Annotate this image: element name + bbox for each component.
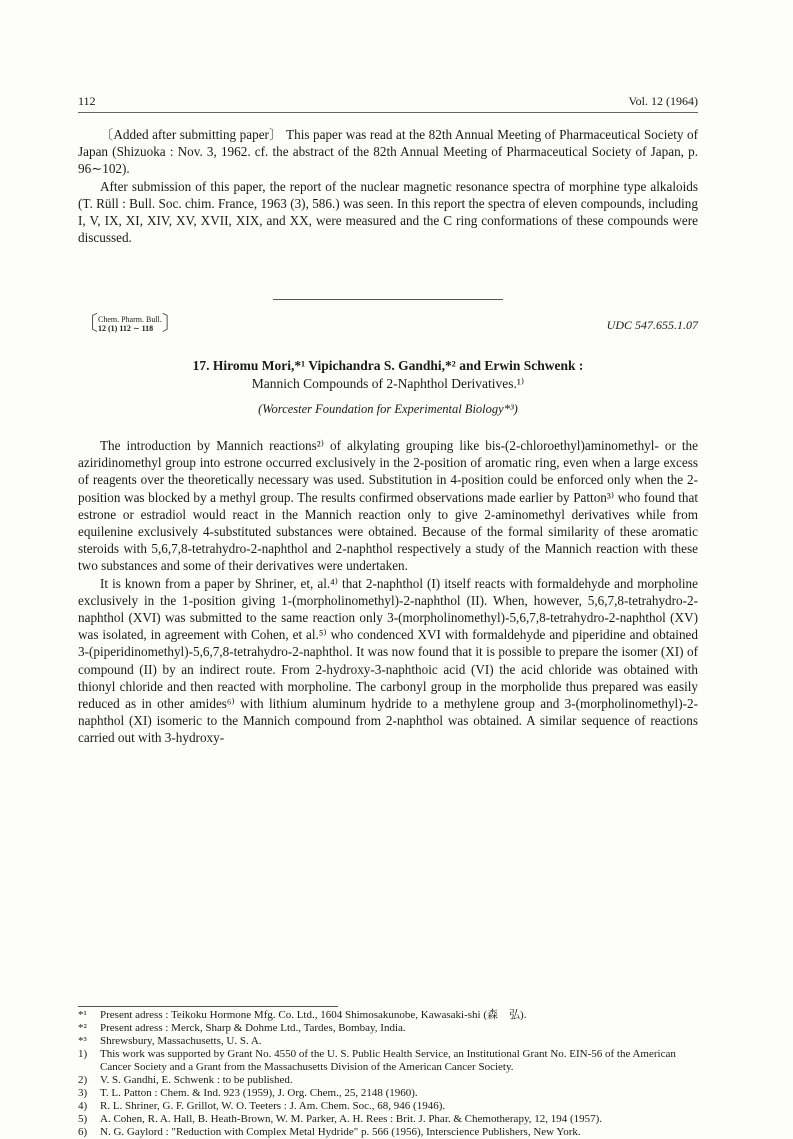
page-number: 112: [78, 94, 96, 108]
footnote-text: Present adress : Teikoku Hormone Mfg. Co. Ltd., 1604 Shimosakunobe, Kawasaki-shi (森 弘).: [100, 1009, 527, 1021]
journal-reference: 〔Chem. Pharm. Bull. 12 (1) 112 ∼ 118 〕: [78, 313, 182, 335]
article-body: [78, 437, 698, 747]
footnote-text: This work was supported by Grant No. 4550 of the U. S. Public Health Service, an Institutional Grant No. EIN-56 of the American Cancer Society and a Grant from the Massachusetts Division of the American Cancer Society.: [100, 1048, 676, 1073]
footnote-mark: *³: [78, 1035, 87, 1047]
article-number: 17.: [192, 358, 210, 373]
footnotes: [78, 1009, 698, 1139]
footnote: [78, 1113, 698, 1126]
footnote: [78, 1126, 698, 1139]
footnote-mark: 2): [78, 1074, 88, 1086]
footnote-mark: 5): [78, 1113, 88, 1125]
footnote-mark: *²: [78, 1022, 87, 1034]
footnote: [78, 1009, 698, 1022]
addendum-paragraph-1: 〔Added after submitting paper〕 This paper was read at the 82th Annual Meeting of Pharmaceutical Society of Japan (Shizuoka : Nov. 3, 1962. cf. the abstract of the 82th Annual Meeting of Pharmaceutical Society of Japan, p. 96∼102).: [78, 127, 698, 177]
body-paragraph-2: It is known from a paper by Shriner, et, al.⁴⁾ that 2-naphthol (I) itself reacts with formaldehyde and morpholine exclusively in the 1-position giving 1-(morpholinomethyl)-2-naphthol (II). When, however, 5,6,7,8-tetrahydro-2-naphthol (XVI) was submitted to the same reaction only 3-(morpholinomethyl)-5,6,7,8-tetrahydro-2-naphthol (XV) was isolated, in agreement with Cohen, et al.⁵⁾ who condenced XVI with formaldehyde and piperidine and obtained 3-(piperidinomethyl)-5,6,7,8-tetrahydro-2-naphthol. It was now found that it is possible to prepare the isomer (XI) of compound (II) by an indirect route. From 2-hydroxy-3-naphthoic acid (VI) the acid chloride was obtained with thionyl chloride and then reacted with morpholine. The carbonyl group in the morpholide thus prepared was easily reduced as in other amides⁶⁾ with lithium aluminum hydride to a methylene group and 3-(morpholinomethyl)-2-naphthol (XI) isomeric to the Mannich compound from 2-naphthol was obtained. A similar sequence of reactions carried out with 3-hydroxy-: [78, 575, 698, 746]
footnote-mark: 4): [78, 1100, 88, 1112]
running-header: [78, 92, 698, 113]
footnote: [78, 1048, 698, 1074]
footnote-mark: 3): [78, 1087, 88, 1099]
author-list: Hiromu Mori,*¹ Vipichandra S. Gandhi,*² and Erwin Schwenk :: [212, 358, 584, 373]
footnote-text: T. L. Patton : Chem. & Ind. 923 (1959), J. Org. Chem., 25, 2148 (1960).: [100, 1087, 418, 1099]
article-heading: [78, 357, 698, 393]
volume-label: Vol. 12 (1964): [628, 94, 698, 108]
article-authors: [78, 357, 698, 375]
footnote-mark: 6): [78, 1126, 88, 1138]
udc-code: UDC 547.655.1.07: [606, 318, 698, 332]
footnote-rule: [78, 1006, 338, 1007]
journal-reference-line-2: 12 (1) 112 ∼ 118: [98, 324, 154, 333]
body-paragraph-1: The introduction by Mannich reactions²⁾ of alkylating grouping like bis-(2-chloroethyl)aminomethyl- or the aziridinomethyl group into estrone occurred exclusively in the 2-position of aromatic ring, even when a large excess of reagents over the theoretically necessary was used. Substitution in 4-position could be enforced only when the 2-position was blocked by a methyl group. The results confirmed observations made earlier by Patton³⁾ who found that estrone or estradiol would react in the Mannich reaction only to give 2-aminomethyl derivatives while from equilenine exclusively 4-substituted substances were obtained. Because of the formal similarity of these aromatic steroids with 5,6,7,8-tetrahydro-2-naphthol and 2-naphthol respectively a study of the Mannich reaction with these two substances and some of their derivatives were undertaken.: [78, 438, 698, 574]
addendum-paragraph-2: After submission of this paper, the report of the nuclear magnetic resonance spectra of morphine type alkaloids (T. Rüll : Bull. Soc. chim. France, 1963 (3), 586.) was seen. In this report the spectra of eleven compounds, including I, V, IX, XI, XIV, XV, XVII, XIX, and XX, were measured and the C ring conformations of these compounds were discussed.: [78, 178, 698, 246]
addendum-section: [78, 126, 698, 246]
footnote-mark: 1): [78, 1048, 88, 1060]
section-separator: [273, 299, 503, 300]
article-title: Mannich Compounds of 2-Naphthol Derivatives.¹⁾: [251, 376, 525, 391]
footnote-text: R. L. Shriner, G. F. Grillot, W. O. Teeters : J. Am. Chem. Soc., 68, 946 (1946).: [100, 1100, 446, 1112]
footnote-text: A. Cohen, R. A. Hall, B. Heath-Brown, W. M. Parker, A. H. Rees : Brit. J. Phar. & Chemotherapy, 12, 194 (1957).: [100, 1113, 603, 1125]
footnote-mark: *¹: [78, 1009, 87, 1021]
footnote: [78, 1022, 698, 1035]
footnote: [78, 1074, 698, 1087]
footnote: [78, 1087, 698, 1100]
footnote-text: V. S. Gandhi, E. Schwenk : to be published.: [100, 1074, 293, 1086]
article-affiliation: (Worcester Foundation for Experimental Biology*³): [258, 402, 518, 416]
footnote: [78, 1100, 698, 1113]
footnote-text: N. G. Gaylord : "Reduction with Complex Metal Hydride" p. 566 (1956), Interscience Publishers, New York.: [100, 1126, 581, 1138]
footnote-text: Shrewsbury, Massachusetts, U. S. A.: [100, 1035, 262, 1047]
footnote-text: Present adress : Merck, Sharp & Dohme Ltd., Tardes, Bombay, India.: [100, 1022, 406, 1034]
journal-reference-line-1: Chem. Pharm. Bull.: [98, 315, 162, 324]
footnote: [78, 1035, 698, 1048]
